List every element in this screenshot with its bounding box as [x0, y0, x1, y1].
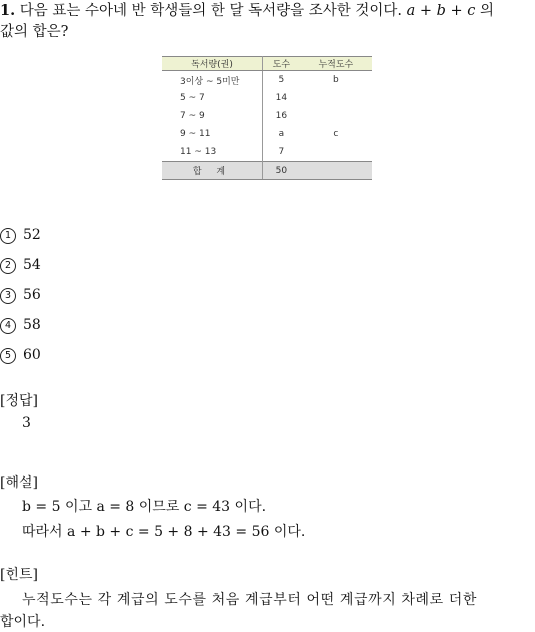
header-frequency: 도수 — [263, 57, 300, 71]
option-mark: 4 — [0, 318, 16, 334]
total-empty — [300, 162, 372, 180]
option-value: 54 — [23, 257, 41, 273]
table-cell: 16 — [275, 111, 288, 121]
question-expression: a + b + c — [406, 3, 476, 19]
question-number: 1. — [0, 2, 16, 19]
answer-title: [정답] — [0, 393, 38, 409]
option-mark: 5 — [0, 348, 16, 364]
table-cell — [300, 143, 372, 162]
option-mark: 3 — [0, 288, 16, 304]
hint-title: [힌트] — [0, 567, 38, 583]
option-2[interactable] — [0, 256, 41, 274]
question-text-end: 의 — [480, 3, 495, 19]
table-cell: 7 ~ 9 — [162, 107, 263, 125]
table-cell: 9 ~ 11 — [162, 125, 263, 143]
table-cell: 5 ~ 7 — [162, 89, 263, 107]
table-cell: c — [333, 129, 339, 139]
table-header-row — [162, 57, 372, 71]
table-cell: 7 — [278, 147, 285, 157]
option-value: 60 — [23, 347, 41, 363]
table-cell: 5 — [278, 75, 285, 85]
table-row — [162, 107, 372, 125]
table-row — [162, 89, 372, 107]
header-reading: 독서량(권) — [162, 57, 263, 71]
frequency-table — [162, 56, 372, 180]
explanation-line-1: b = 5 이고 a = 8 이므로 c = 43 이다. — [22, 499, 267, 515]
table-cell: 11 ~ 13 — [162, 143, 263, 162]
explanation-line-2: 따라서 a + b + c = 5 + 8 + 43 = 56 이다. — [22, 524, 306, 540]
question-text: 다음 표는 수아네 반 학생들의 한 달 독서량을 조사한 것이다. — [19, 3, 403, 19]
option-value: 56 — [23, 287, 41, 303]
option-value: 52 — [23, 227, 41, 243]
table-cell: 14 — [275, 93, 288, 103]
hint-line-1: 누적도수는 각 계급의 도수를 처음 계급부터 어떤 계급까지 차례로 더한 — [22, 592, 478, 608]
hint-line-2: 합이다. — [0, 614, 46, 630]
table-total-row — [162, 162, 372, 180]
header-cumulative: 누적도수 — [300, 57, 372, 71]
option-4[interactable] — [0, 316, 41, 334]
option-3[interactable] — [0, 286, 41, 304]
option-1[interactable] — [0, 226, 41, 244]
table-row — [162, 71, 372, 90]
option-value: 58 — [23, 317, 41, 333]
option-mark: 2 — [0, 258, 16, 274]
table-cell: 3이상 ~ 5미만 — [162, 71, 263, 90]
table-cell: a — [278, 129, 285, 139]
table-cell — [300, 107, 372, 125]
table-row — [162, 143, 372, 162]
table-cell: b — [332, 75, 339, 85]
option-5[interactable] — [0, 346, 41, 364]
explanation-title: [해설] — [0, 475, 38, 491]
answer-value: 3 — [22, 415, 31, 431]
question-line-1 — [0, 1, 494, 21]
table-row — [162, 125, 372, 143]
total-value: 50 — [263, 162, 300, 180]
table-cell — [300, 89, 372, 107]
total-label: 합 계 — [162, 162, 263, 180]
question-line-2: 값의 합은? — [0, 24, 69, 40]
option-mark: 1 — [0, 228, 16, 244]
